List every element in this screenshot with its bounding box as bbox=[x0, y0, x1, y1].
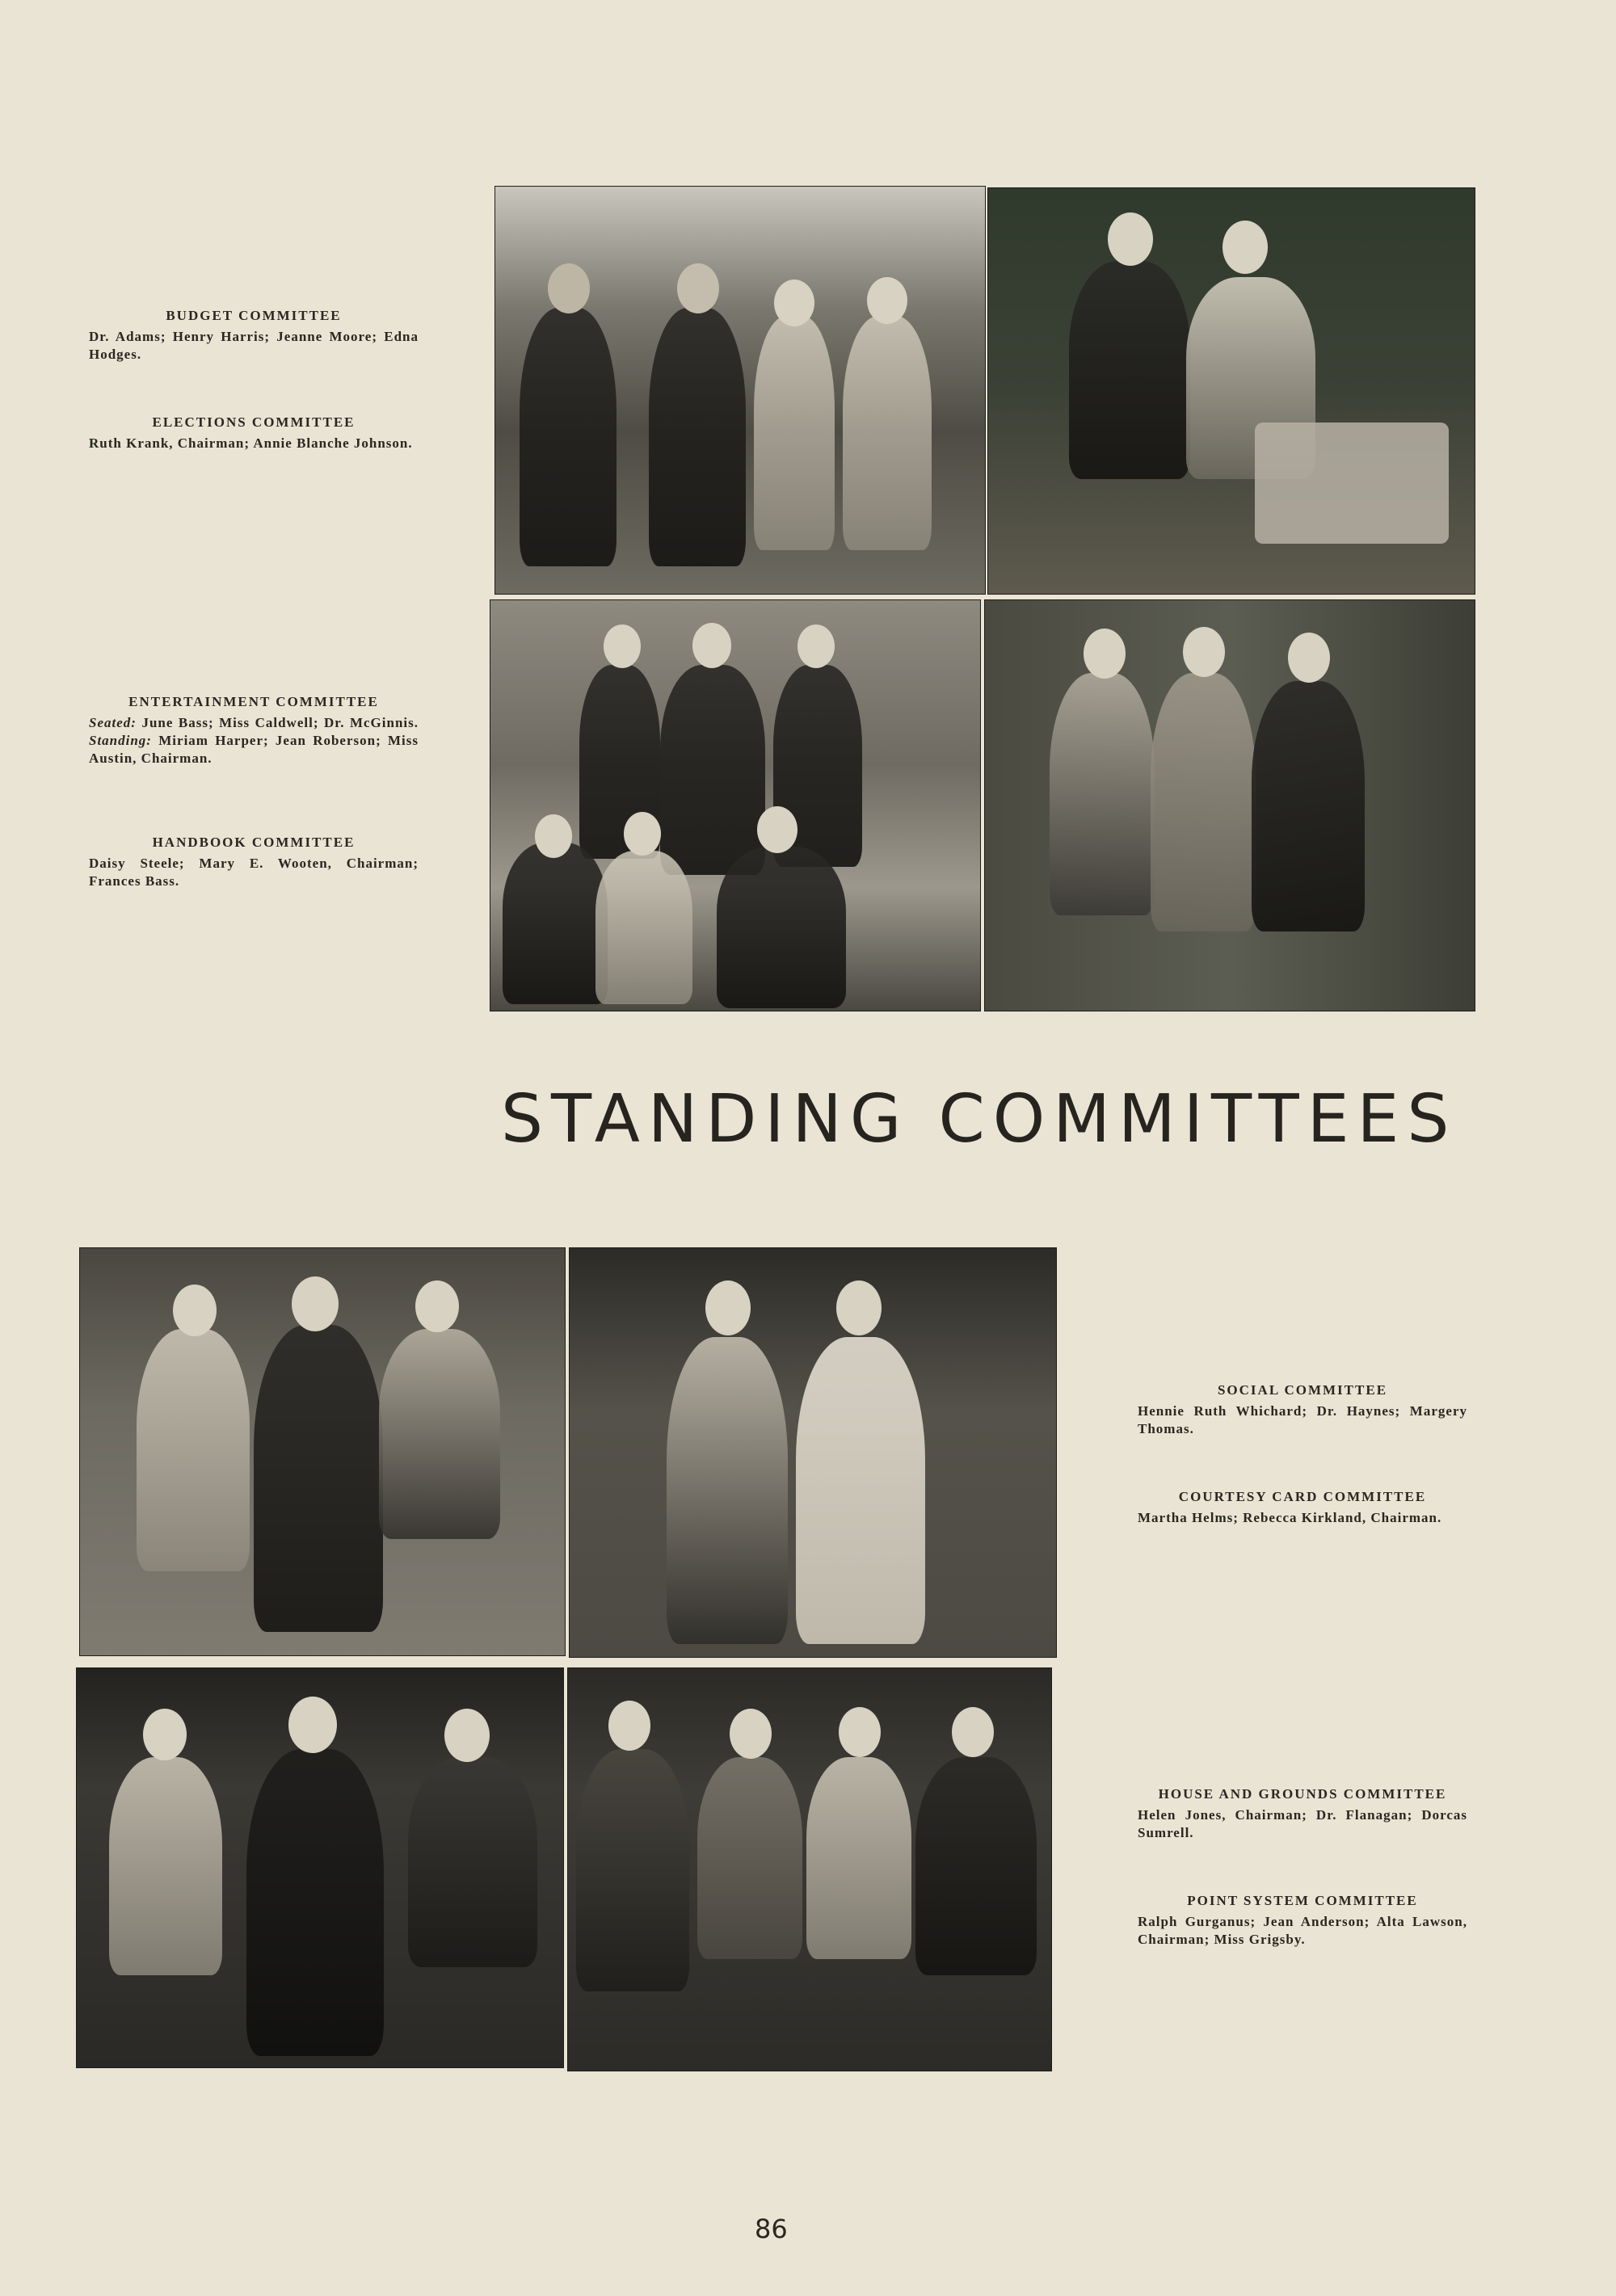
point-system-caption bbox=[1138, 1892, 1467, 1949]
budget-caption bbox=[89, 307, 419, 364]
social-caption bbox=[1138, 1381, 1467, 1438]
courtesy-card-committee-members: Martha Helms; Rebecca Kirkland, Chairman. bbox=[1138, 1510, 1442, 1525]
entertainment-committee-members bbox=[89, 714, 419, 767]
entertainment-committee-photo bbox=[490, 599, 981, 1011]
courtesy-card-committee-photo bbox=[569, 1247, 1057, 1658]
standing-members: Miriam Harper; Jean Roberson; Miss Austin, Chairman. bbox=[89, 733, 419, 766]
courtesy-card-committee-title: COURTESY CARD COMMITTEE bbox=[1178, 1489, 1427, 1504]
standing-label: Standing: bbox=[89, 733, 152, 748]
elections-committee-photo bbox=[987, 187, 1475, 595]
house-and-grounds-caption bbox=[1138, 1785, 1467, 1842]
house-and-grounds-committee-members: Helen Jones, Chairman; Dr. Flanagan; Dorcas Sumrell. bbox=[1138, 1807, 1467, 1840]
handbook-committee-title: HANDBOOK COMMITTEE bbox=[152, 835, 356, 850]
point-system-committee-photo bbox=[567, 1667, 1052, 2071]
page-number: 86 bbox=[755, 2214, 788, 2244]
courtesy-card-caption bbox=[1138, 1488, 1467, 1527]
page-title: STANDING COMMITTEES bbox=[501, 1081, 1458, 1158]
budget-committee-members: Dr. Adams; Henry Harris; Jeanne Moore; Edna Hodges. bbox=[89, 329, 419, 362]
handbook-caption bbox=[89, 834, 419, 890]
entertainment-caption bbox=[89, 693, 419, 767]
budget-committee-title: BUDGET COMMITTEE bbox=[166, 308, 342, 323]
point-system-committee-title: POINT SYSTEM COMMITTEE bbox=[1187, 1893, 1418, 1908]
social-committee-members: Hennie Ruth Whichard; Dr. Haynes; Margery Thomas. bbox=[1138, 1403, 1467, 1436]
handbook-committee-photo bbox=[984, 599, 1475, 1011]
point-system-committee-members: Ralph Gurganus; Jean Anderson; Alta Lawson, Chairman; Miss Grigsby. bbox=[1138, 1914, 1467, 1947]
social-committee-photo bbox=[79, 1247, 566, 1656]
house-and-grounds-committee-photo bbox=[76, 1667, 564, 2068]
elections-committee-members: Ruth Krank, Chairman; Annie Blanche Johnson. bbox=[89, 435, 413, 451]
seated-members: June Bass; Miss Caldwell; Dr. McGinnis. bbox=[141, 715, 419, 730]
handbook-committee-members: Daisy Steele; Mary E. Wooten, Chairman; Frances Bass. bbox=[89, 856, 419, 889]
seated-label: Seated: bbox=[89, 715, 137, 730]
house-and-grounds-committee-title: HOUSE AND GROUNDS COMMITTEE bbox=[1158, 1786, 1447, 1802]
social-committee-title: SOCIAL COMMITTEE bbox=[1217, 1382, 1388, 1398]
budget-committee-photo bbox=[494, 186, 986, 595]
elections-committee-title: ELECTIONS COMMITTEE bbox=[152, 414, 356, 430]
elections-caption bbox=[89, 414, 419, 452]
entertainment-committee-title: ENTERTAINMENT COMMITTEE bbox=[128, 694, 379, 709]
